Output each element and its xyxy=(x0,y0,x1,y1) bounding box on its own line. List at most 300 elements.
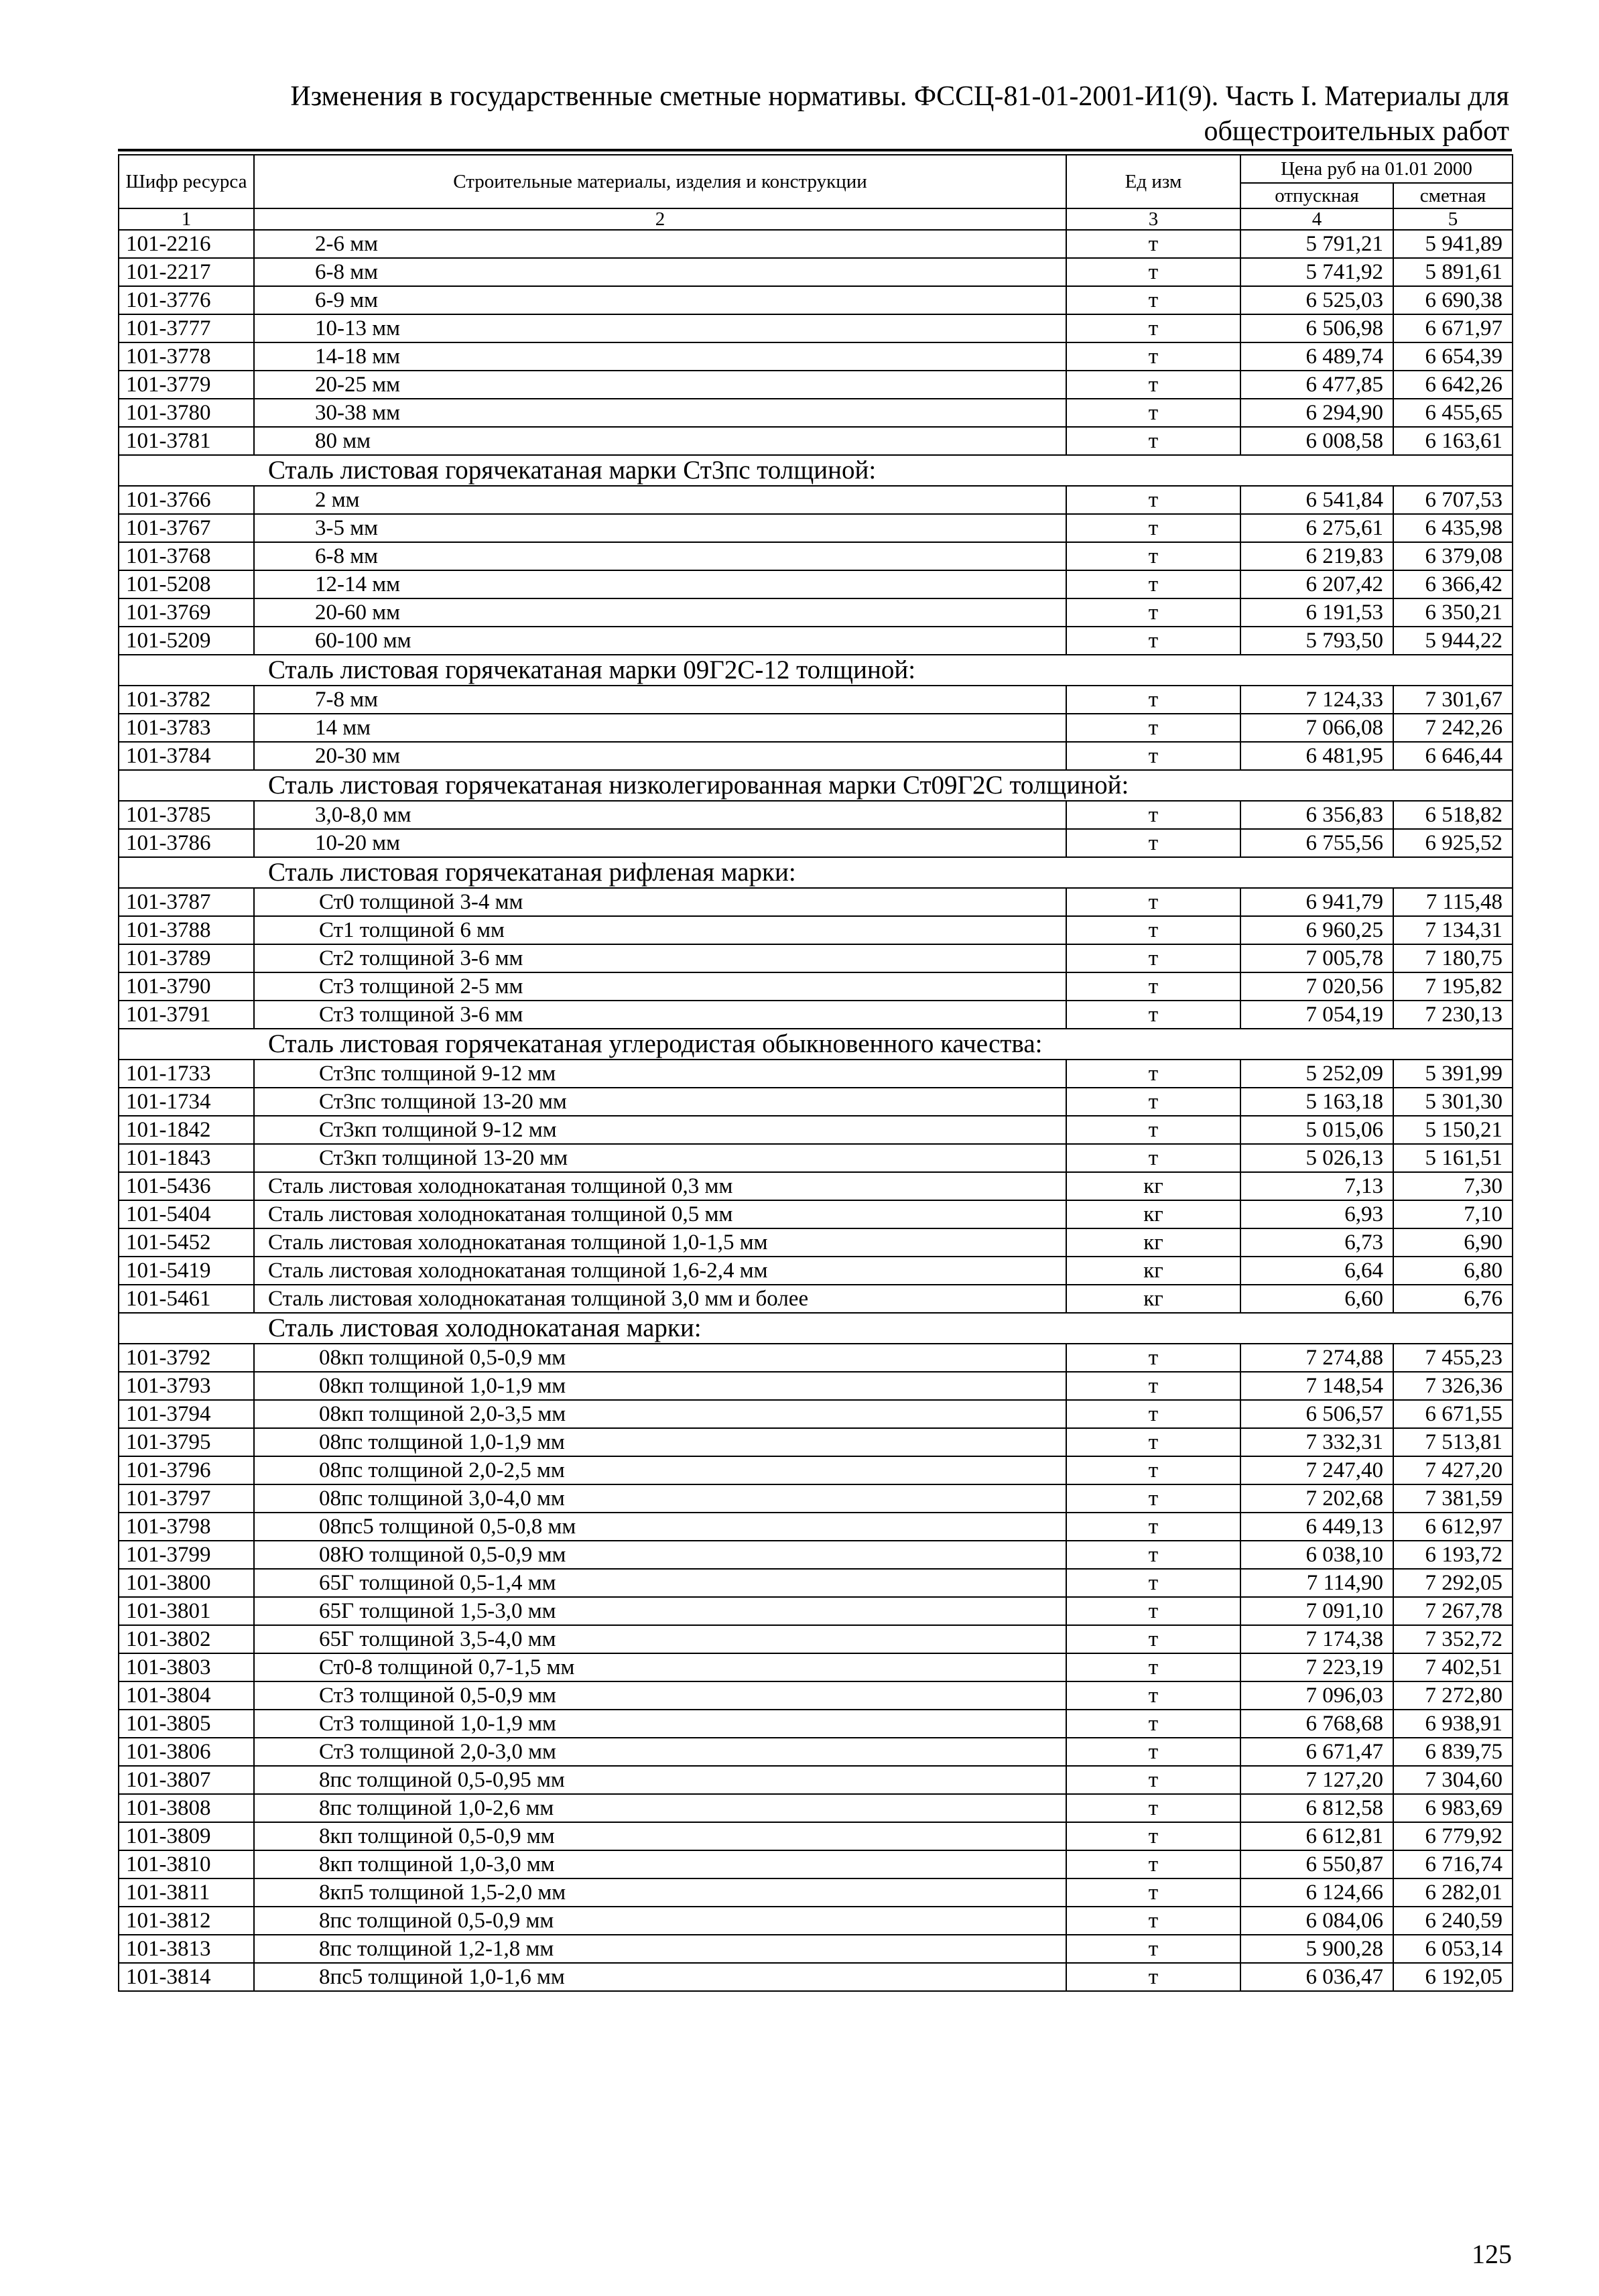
price-release: 6 489,74 xyxy=(1240,342,1393,371)
price-estimate: 7 272,80 xyxy=(1393,1681,1513,1710)
resource-code: 101-3782 xyxy=(119,686,254,714)
price-estimate: 5 391,99 xyxy=(1393,1060,1513,1088)
resource-code: 101-3784 xyxy=(119,742,254,770)
unit: т xyxy=(1066,1822,1240,1850)
price-release: 6 506,57 xyxy=(1240,1400,1393,1428)
unit: т xyxy=(1066,1794,1240,1822)
material-name: 2-6 мм xyxy=(254,230,1066,258)
resource-code: 101-5419 xyxy=(119,1257,254,1285)
unit: т xyxy=(1066,1456,1240,1484)
material-name: 7-8 мм xyxy=(254,686,1066,714)
unit: т xyxy=(1066,1878,1240,1907)
table-row xyxy=(119,1710,1513,1738)
price-estimate: 6 983,69 xyxy=(1393,1794,1513,1822)
unit: т xyxy=(1066,1344,1240,1372)
unit: т xyxy=(1066,486,1240,514)
material-name: 8кп5 толщиной 1,5-2,0 мм xyxy=(254,1878,1066,1907)
price-release: 6 449,13 xyxy=(1240,1513,1393,1541)
price-estimate: 7 242,26 xyxy=(1393,714,1513,742)
price-estimate: 6 350,21 xyxy=(1393,598,1513,627)
price-release: 6 812,58 xyxy=(1240,1794,1393,1822)
resource-code: 101-2216 xyxy=(119,230,254,258)
price-release: 7 332,31 xyxy=(1240,1428,1393,1456)
unit: т xyxy=(1066,342,1240,371)
price-release: 6 960,25 xyxy=(1240,916,1393,944)
col-number: 2 xyxy=(254,208,1066,230)
resource-code: 101-3806 xyxy=(119,1738,254,1766)
price-estimate: 6 646,44 xyxy=(1393,742,1513,770)
price-release: 6 506,98 xyxy=(1240,314,1393,342)
material-name: Ст3 толщиной 1,0-1,9 мм xyxy=(254,1710,1066,1738)
material-name: Сталь листовая холоднокатаная толщиной 0,5 мм xyxy=(254,1200,1066,1228)
material-name: 6-8 мм xyxy=(254,258,1066,286)
price-release: 7 274,88 xyxy=(1240,1344,1393,1372)
resource-code: 101-3807 xyxy=(119,1766,254,1794)
material-name: 08пс толщиной 1,0-1,9 мм xyxy=(254,1428,1066,1456)
header-title-line1: Изменения в государственные сметные нормативы. ФССЦ-81-01-2001-И1(9). Часть I. Материалы для xyxy=(290,81,1509,112)
price-release: 6 008,58 xyxy=(1240,427,1393,455)
page-header xyxy=(121,79,1509,149)
col-header-unit-text: Ед изм xyxy=(1125,171,1182,192)
unit: т xyxy=(1066,1935,1240,1963)
material-name: Сталь листовая холоднокатаная толщиной 1,6-2,4 мм xyxy=(254,1257,1066,1285)
price-release: 6 084,06 xyxy=(1240,1907,1393,1935)
price-estimate: 6,76 xyxy=(1393,1285,1513,1313)
material-name: 3-5 мм xyxy=(254,514,1066,542)
material-name: 8пс толщиной 0,5-0,9 мм xyxy=(254,1907,1066,1935)
table-row xyxy=(119,714,1513,742)
table-row xyxy=(119,1653,1513,1681)
resource-code: 101-3789 xyxy=(119,944,254,972)
unit: т xyxy=(1066,427,1240,455)
unit: т xyxy=(1066,1653,1240,1681)
unit: т xyxy=(1066,1569,1240,1597)
section-title: Сталь листовая горячекатаная рифленая марки: xyxy=(119,857,1513,888)
price-estimate: 5 150,21 xyxy=(1393,1116,1513,1144)
price-estimate: 6 612,97 xyxy=(1393,1513,1513,1541)
material-name: Сталь листовая холоднокатаная толщиной 1,0-1,5 мм xyxy=(254,1228,1066,1257)
material-name: Ст0-8 толщиной 0,7-1,5 мм xyxy=(254,1653,1066,1681)
resource-code: 101-3787 xyxy=(119,888,254,916)
table-row xyxy=(119,486,1513,514)
unit: т xyxy=(1066,1766,1240,1794)
material-name: Ст3 толщиной 2-5 мм xyxy=(254,972,1066,1001)
price-release: 6 755,56 xyxy=(1240,829,1393,857)
price-estimate: 6 671,97 xyxy=(1393,314,1513,342)
resource-code: 101-3776 xyxy=(119,286,254,314)
section-row xyxy=(119,1313,1513,1344)
material-name: 08кп толщиной 0,5-0,9 мм xyxy=(254,1344,1066,1372)
unit: т xyxy=(1066,1513,1240,1541)
resource-code: 101-3790 xyxy=(119,972,254,1001)
table-row xyxy=(119,916,1513,944)
price-estimate: 6,80 xyxy=(1393,1257,1513,1285)
price-release: 6 275,61 xyxy=(1240,514,1393,542)
unit: т xyxy=(1066,230,1240,258)
price-release: 7,13 xyxy=(1240,1172,1393,1200)
material-name: Ст0 толщиной 3-4 мм xyxy=(254,888,1066,916)
unit: т xyxy=(1066,598,1240,627)
material-name: 08Ю толщиной 0,5-0,9 мм xyxy=(254,1541,1066,1569)
material-name: Сталь листовая холоднокатаная толщиной 3,0 мм и более xyxy=(254,1285,1066,1313)
section-row xyxy=(119,455,1513,486)
table-row xyxy=(119,1935,1513,1963)
unit: т xyxy=(1066,1625,1240,1653)
material-name: 8кп толщиной 0,5-0,9 мм xyxy=(254,1822,1066,1850)
unit: т xyxy=(1066,1088,1240,1116)
table-row xyxy=(119,1681,1513,1710)
unit: т xyxy=(1066,1428,1240,1456)
material-name: 10-13 мм xyxy=(254,314,1066,342)
resource-code: 101-3795 xyxy=(119,1428,254,1456)
price-estimate: 7 267,78 xyxy=(1393,1597,1513,1625)
section-row xyxy=(119,857,1513,888)
table-row xyxy=(119,742,1513,770)
material-name: 3,0-8,0 мм xyxy=(254,801,1066,829)
material-name: 14 мм xyxy=(254,714,1066,742)
price-estimate: 7,10 xyxy=(1393,1200,1513,1228)
resource-code: 101-3786 xyxy=(119,829,254,857)
unit: т xyxy=(1066,542,1240,570)
price-estimate: 7 326,36 xyxy=(1393,1372,1513,1400)
resource-code: 101-3767 xyxy=(119,514,254,542)
resource-code: 101-3779 xyxy=(119,371,254,399)
resource-code: 101-3766 xyxy=(119,486,254,514)
table-row xyxy=(119,1738,1513,1766)
material-name: 6-9 мм xyxy=(254,286,1066,314)
price-estimate: 7 427,20 xyxy=(1393,1456,1513,1484)
table-row xyxy=(119,1907,1513,1935)
material-name: Сталь листовая холоднокатаная толщиной 0,3 мм xyxy=(254,1172,1066,1200)
table-row xyxy=(119,1172,1513,1200)
unit: кг xyxy=(1066,1200,1240,1228)
table-header xyxy=(119,155,1513,230)
unit: т xyxy=(1066,1850,1240,1878)
price-release: 6,60 xyxy=(1240,1285,1393,1313)
resource-code: 101-3808 xyxy=(119,1794,254,1822)
material-name: 8кп толщиной 1,0-3,0 мм xyxy=(254,1850,1066,1878)
table-row xyxy=(119,427,1513,455)
resource-code: 101-3800 xyxy=(119,1569,254,1597)
table-row xyxy=(119,1484,1513,1513)
unit: т xyxy=(1066,801,1240,829)
material-name: 12-14 мм xyxy=(254,570,1066,598)
price-estimate: 6 053,14 xyxy=(1393,1935,1513,1963)
table-row xyxy=(119,1144,1513,1172)
price-estimate: 6 654,39 xyxy=(1393,342,1513,371)
resource-code: 101-3792 xyxy=(119,1344,254,1372)
table-row xyxy=(119,1001,1513,1029)
resource-code: 101-3809 xyxy=(119,1822,254,1850)
table-row xyxy=(119,1850,1513,1878)
col-number: 1 xyxy=(119,208,254,230)
material-name: 8пс толщиной 0,5-0,95 мм xyxy=(254,1766,1066,1794)
section-title: Сталь листовая горячекатаная марки 09Г2С-12 толщиной: xyxy=(119,655,1513,686)
resource-code: 101-3798 xyxy=(119,1513,254,1541)
table-row xyxy=(119,514,1513,542)
price-release: 6 481,95 xyxy=(1240,742,1393,770)
price-estimate: 7 195,82 xyxy=(1393,972,1513,1001)
price-release: 5 015,06 xyxy=(1240,1116,1393,1144)
material-name: 65Г толщиной 1,5-3,0 мм xyxy=(254,1597,1066,1625)
resource-code: 101-5209 xyxy=(119,627,254,655)
price-release: 7 020,56 xyxy=(1240,972,1393,1001)
unit: т xyxy=(1066,1001,1240,1029)
price-release: 7 202,68 xyxy=(1240,1484,1393,1513)
table-row xyxy=(119,342,1513,371)
material-name: 6-8 мм xyxy=(254,542,1066,570)
table-row xyxy=(119,1372,1513,1400)
table-row xyxy=(119,944,1513,972)
price-release: 7 096,03 xyxy=(1240,1681,1393,1710)
material-name: 08пс толщиной 3,0-4,0 мм xyxy=(254,1484,1066,1513)
table-row xyxy=(119,1597,1513,1625)
price-estimate: 7 304,60 xyxy=(1393,1766,1513,1794)
resource-code: 101-5461 xyxy=(119,1285,254,1313)
unit: т xyxy=(1066,627,1240,655)
resource-code: 101-3804 xyxy=(119,1681,254,1710)
price-estimate: 6,90 xyxy=(1393,1228,1513,1257)
price-estimate: 6 690,38 xyxy=(1393,286,1513,314)
unit: т xyxy=(1066,714,1240,742)
unit: т xyxy=(1066,314,1240,342)
price-release: 5 900,28 xyxy=(1240,1935,1393,1963)
table-row xyxy=(119,972,1513,1001)
col-number: 4 xyxy=(1240,208,1393,230)
unit: кг xyxy=(1066,1172,1240,1200)
resource-code: 101-3813 xyxy=(119,1935,254,1963)
unit: т xyxy=(1066,944,1240,972)
price-estimate: 5 944,22 xyxy=(1393,627,1513,655)
unit: т xyxy=(1066,1541,1240,1569)
section-title: Сталь листовая горячекатаная низколегированная марки Ст09Г2С толщиной: xyxy=(119,770,1513,801)
price-release: 7 174,38 xyxy=(1240,1625,1393,1653)
table-row xyxy=(119,1822,1513,1850)
price-release: 6,64 xyxy=(1240,1257,1393,1285)
price-estimate: 7 352,72 xyxy=(1393,1625,1513,1653)
material-name: Ст1 толщиной 6 мм xyxy=(254,916,1066,944)
table-row xyxy=(119,1344,1513,1372)
material-name: 80 мм xyxy=(254,427,1066,455)
col-header-unit xyxy=(1066,155,1240,208)
table-row xyxy=(119,399,1513,427)
col-header-price: Цена руб на 01.01 2000 xyxy=(1240,155,1513,183)
table-row xyxy=(119,627,1513,655)
unit: т xyxy=(1066,1597,1240,1625)
table-row xyxy=(119,1794,1513,1822)
table-row xyxy=(119,888,1513,916)
table-row xyxy=(119,1060,1513,1088)
col-number: 5 xyxy=(1393,208,1513,230)
material-name: Ст3 толщиной 3-6 мм xyxy=(254,1001,1066,1029)
resource-code: 101-3810 xyxy=(119,1850,254,1878)
table-row xyxy=(119,598,1513,627)
table-row xyxy=(119,1766,1513,1794)
price-estimate: 6 839,75 xyxy=(1393,1738,1513,1766)
section-row xyxy=(119,1029,1513,1060)
table-row xyxy=(119,1257,1513,1285)
unit: т xyxy=(1066,1144,1240,1172)
price-release: 6 525,03 xyxy=(1240,286,1393,314)
resource-code: 101-3781 xyxy=(119,427,254,455)
unit: т xyxy=(1066,514,1240,542)
resource-code: 101-1733 xyxy=(119,1060,254,1088)
price-estimate: 6 938,91 xyxy=(1393,1710,1513,1738)
price-estimate: 5 891,61 xyxy=(1393,258,1513,286)
unit: т xyxy=(1066,742,1240,770)
material-name: 14-18 мм xyxy=(254,342,1066,371)
table-row xyxy=(119,1200,1513,1228)
material-name: 8пс5 толщиной 1,0-1,6 мм xyxy=(254,1963,1066,1991)
price-estimate: 7 180,75 xyxy=(1393,944,1513,972)
material-name: 20-25 мм xyxy=(254,371,1066,399)
col-header-price-release: отпускная xyxy=(1240,183,1393,208)
price-estimate: 6 435,98 xyxy=(1393,514,1513,542)
table-row xyxy=(119,570,1513,598)
resource-code: 101-3769 xyxy=(119,598,254,627)
material-name: 60-100 мм xyxy=(254,627,1066,655)
price-release: 7 054,19 xyxy=(1240,1001,1393,1029)
material-name: 65Г толщиной 3,5-4,0 мм xyxy=(254,1625,1066,1653)
price-estimate: 6 925,52 xyxy=(1393,829,1513,857)
material-name: Ст3кп толщиной 9-12 мм xyxy=(254,1116,1066,1144)
price-estimate: 5 161,51 xyxy=(1393,1144,1513,1172)
material-name: 08кп толщиной 2,0-3,5 мм xyxy=(254,1400,1066,1428)
unit: т xyxy=(1066,286,1240,314)
unit: т xyxy=(1066,972,1240,1001)
material-name: Ст3пс толщиной 13-20 мм xyxy=(254,1088,1066,1116)
resource-code: 101-3801 xyxy=(119,1597,254,1625)
price-estimate: 6 671,55 xyxy=(1393,1400,1513,1428)
price-estimate: 6 716,74 xyxy=(1393,1850,1513,1878)
price-estimate: 6 366,42 xyxy=(1393,570,1513,598)
price-release: 6 191,53 xyxy=(1240,598,1393,627)
resource-code: 101-1843 xyxy=(119,1144,254,1172)
price-release: 7 127,20 xyxy=(1240,1766,1393,1794)
col-header-name: Строительные материалы, изделия и конструкции xyxy=(254,155,1066,208)
resource-code: 101-1842 xyxy=(119,1116,254,1144)
material-name: Ст3 толщиной 2,0-3,0 мм xyxy=(254,1738,1066,1766)
resource-code: 101-3814 xyxy=(119,1963,254,1991)
table-row xyxy=(119,230,1513,258)
price-estimate: 6 518,82 xyxy=(1393,801,1513,829)
price-release: 7 005,78 xyxy=(1240,944,1393,972)
table-row xyxy=(119,1088,1513,1116)
material-name: Ст3кп толщиной 13-20 мм xyxy=(254,1144,1066,1172)
material-name: 20-30 мм xyxy=(254,742,1066,770)
resource-code: 101-3803 xyxy=(119,1653,254,1681)
unit: т xyxy=(1066,1681,1240,1710)
price-estimate: 5 301,30 xyxy=(1393,1088,1513,1116)
resource-code: 101-3780 xyxy=(119,399,254,427)
price-release: 6 541,84 xyxy=(1240,486,1393,514)
price-estimate: 7 381,59 xyxy=(1393,1484,1513,1513)
material-name: 08пс5 толщиной 0,5-0,8 мм xyxy=(254,1513,1066,1541)
unit: т xyxy=(1066,371,1240,399)
price-release: 7 091,10 xyxy=(1240,1597,1393,1625)
resource-code: 101-3778 xyxy=(119,342,254,371)
section-title: Сталь листовая горячекатаная марки Ст3пс толщиной: xyxy=(119,455,1513,486)
col-number: 3 xyxy=(1066,208,1240,230)
resource-code: 101-3793 xyxy=(119,1372,254,1400)
price-estimate: 6 240,59 xyxy=(1393,1907,1513,1935)
table-row xyxy=(119,1400,1513,1428)
price-estimate: 6 282,01 xyxy=(1393,1878,1513,1907)
price-release: 5 163,18 xyxy=(1240,1088,1393,1116)
col-header-code-text: Шифр ресурса xyxy=(125,171,247,192)
price-release: 6 036,47 xyxy=(1240,1963,1393,1991)
table-row xyxy=(119,258,1513,286)
table-row xyxy=(119,1456,1513,1484)
unit: т xyxy=(1066,570,1240,598)
material-name: Ст3пс толщиной 9-12 мм xyxy=(254,1060,1066,1088)
resource-code: 101-5452 xyxy=(119,1228,254,1257)
unit: т xyxy=(1066,1963,1240,1991)
material-name: 8пс толщиной 1,0-2,6 мм xyxy=(254,1794,1066,1822)
price-release: 6 038,10 xyxy=(1240,1541,1393,1569)
price-table xyxy=(118,154,1513,1992)
resource-code: 101-3802 xyxy=(119,1625,254,1653)
material-name: 20-60 мм xyxy=(254,598,1066,627)
resource-code: 101-3768 xyxy=(119,542,254,570)
table-row xyxy=(119,1569,1513,1597)
price-release: 6 124,66 xyxy=(1240,1878,1393,1907)
price-release: 6 294,90 xyxy=(1240,399,1393,427)
price-estimate: 7 230,13 xyxy=(1393,1001,1513,1029)
resource-code: 101-1734 xyxy=(119,1088,254,1116)
price-release: 7 114,90 xyxy=(1240,1569,1393,1597)
resource-code: 101-3811 xyxy=(119,1878,254,1907)
material-name: 8пс толщиной 1,2-1,8 мм xyxy=(254,1935,1066,1963)
col-header-code xyxy=(119,155,254,208)
price-estimate: 6 642,26 xyxy=(1393,371,1513,399)
price-release: 7 247,40 xyxy=(1240,1456,1393,1484)
price-estimate: 6 163,61 xyxy=(1393,427,1513,455)
price-release: 6 356,83 xyxy=(1240,801,1393,829)
price-release: 7 066,08 xyxy=(1240,714,1393,742)
unit: кг xyxy=(1066,1228,1240,1257)
resource-code: 101-5208 xyxy=(119,570,254,598)
resource-code: 101-3777 xyxy=(119,314,254,342)
price-release: 5 741,92 xyxy=(1240,258,1393,286)
unit: т xyxy=(1066,686,1240,714)
unit: т xyxy=(1066,1400,1240,1428)
resource-code: 101-3785 xyxy=(119,801,254,829)
price-estimate: 7 513,81 xyxy=(1393,1428,1513,1456)
resource-code: 101-3797 xyxy=(119,1484,254,1513)
table-row xyxy=(119,1963,1513,1991)
price-release: 7 223,19 xyxy=(1240,1653,1393,1681)
price-estimate: 5 941,89 xyxy=(1393,230,1513,258)
unit: т xyxy=(1066,399,1240,427)
section-title: Сталь листовая горячекатаная углеродистая обыкновенного качества: xyxy=(119,1029,1513,1060)
unit: т xyxy=(1066,1907,1240,1935)
unit: т xyxy=(1066,888,1240,916)
section-row xyxy=(119,770,1513,801)
price-estimate: 7 134,31 xyxy=(1393,916,1513,944)
page-number: 125 xyxy=(1472,2239,1512,2269)
price-release: 6,73 xyxy=(1240,1228,1393,1257)
unit: т xyxy=(1066,1116,1240,1144)
resource-code: 101-3794 xyxy=(119,1400,254,1428)
price-estimate: 7,30 xyxy=(1393,1172,1513,1200)
unit: т xyxy=(1066,1738,1240,1766)
table-body xyxy=(119,230,1513,1991)
table-row xyxy=(119,371,1513,399)
resource-code: 101-3799 xyxy=(119,1541,254,1569)
table-row xyxy=(119,686,1513,714)
price-estimate: 7 402,51 xyxy=(1393,1653,1513,1681)
